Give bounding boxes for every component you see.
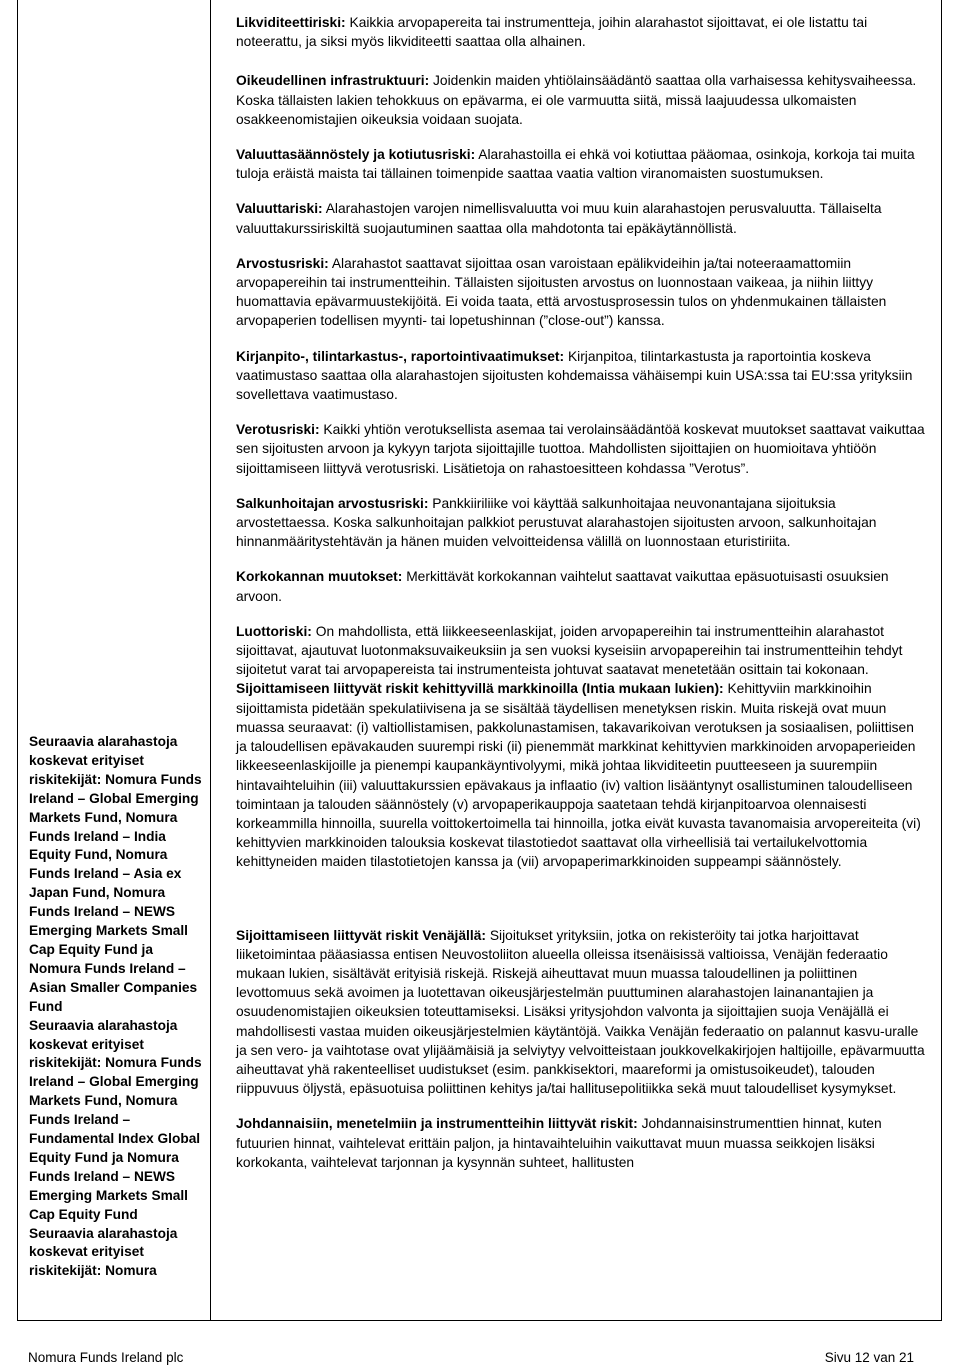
paragraph-luottoriski [236, 622, 926, 680]
paragraph-venaja [236, 926, 926, 1099]
paragraph-term: Korkokannan muutokset: [236, 569, 403, 585]
paragraph-valuuttasaannostely [236, 145, 926, 183]
paragraph-term: Valuuttariski: [236, 201, 323, 217]
sidebar-block: Seuraavia alarahastoja koskevat erityiset riskitekijät: Nomura Funds Ireland – Global Emerging Markets Fund, Nomura Funds Ireland – India Equity Fund, Nomura Funds Ireland – Asia ex Japan Fund, Nomura Funds Ireland – NEWS Emerging Markets Small Cap Equity Fund ja Nomura Funds Ireland – Asian Smaller Companies Fund [29, 734, 202, 1014]
footer-company: Nomura Funds Ireland plc [28, 1350, 184, 1365]
paragraph-text: Joidenkin maiden yhtiölainsäädäntö saattaa olla varhaisessa kehitysvaiheessa. Koska tällaisten lakien tehokkuus on epävarma, ei ole varmuutta siitä, missä laajuudessa ulkomaisten osakkeenomistajien oikeuksia voidaan suojata. [236, 73, 917, 127]
paragraph-term: Salkunhoitajan arvostusriski: [236, 495, 429, 511]
paragraph-verotusriski [236, 420, 926, 478]
paragraph-salkunhoitaja [236, 494, 926, 552]
paragraph-term: Valuuttasäännöstely ja kotiutusriski: [236, 147, 476, 163]
paragraph-arvostusriski [236, 254, 926, 331]
paragraph-term: Johdannaisiin, menetelmiin ja instrumentteihin liittyvät riskit: [236, 1116, 638, 1132]
sidebar-block: Seuraavia alarahastoja koskevat erityiset riskitekijät: Nomura Funds Ireland – Global Emerging Markets Fund, Nomura Funds Ireland – Fundamental Index Global Equity Fund ja Nomura Funds Ireland – NEWS Emerging Markets Small Cap Equity Fund [29, 1017, 202, 1222]
sidebar [29, 733, 207, 1281]
paragraph-text: Merkittävät korkokannan vaihtelut saattavat vaikuttaa epäsuotuisasti osuuksien arvoon. [236, 569, 889, 604]
paragraph-term: Sijoittamiseen liittyvät riskit kehittyvillä markkinoilla (Intia mukaan lukien): [236, 681, 724, 697]
paragraph-likviditeettiriski [236, 13, 926, 51]
paragraph-term: Sijoittamiseen liittyvät riskit Venäjällä: [236, 927, 486, 943]
paragraph-valuuttariski [236, 199, 926, 237]
footer-page-number: Sivu 12 van 21 [824, 1350, 914, 1365]
paragraph-text: Alarahastoilla ei ehkä voi kotiuttaa pääomaa, osinkoja, korkoja tai muita tuloja eräistä maista tai tällainen toimenpide saattaa vaatia valtion viranomaisten suostumuksen. [236, 147, 915, 182]
paragraph-text: Alarahastojen varojen nimellisvaluutta voi muu kuin alarahastojen perusvaluutta. Tällaiselta valuuttakurssiriskiltä suojautuminen saattaa olla mahdotonta tai epäkäytännöllistä. [236, 201, 882, 236]
paragraph-text: Kaikki yhtiön verotuksellista asemaa tai verolainsäädäntöä koskevat muutokset saattavat vaikuttaa sen sijoitusten arvoon ja kykyyn tarjota sijoittajille tuottoa. Mahdollisten sijoittajien on huomioitava yhtiöön sijoittamiseen liittyvä verotusriski. Lisätietoja on rahastoesitteen kohdassa ”Verotus”. [236, 422, 925, 476]
paragraph-text: Pankkiiriliike voi käyttää salkunhoitajaa neuvonantajana sijoituksia arvostettaessa. Koska salkunhoitajan palkkiot perustuvat alarahastojen sijoitusten arvoon, salkunhoitajan hinnanmääritystehtävän ja hänen muiden velvoitteidensa välillä on luonnostaan eturistiriita. [236, 495, 877, 550]
main-content [236, 13, 926, 1172]
paragraph-term: Luottoriski: [236, 623, 312, 639]
paragraph-text: Kehittyviin markkinoihin sijoittamista pidetään spekulatiivisena ja se sisältää täydellisen menetyksen riskin. Muita riskejä ovat muun muassa seuraavat: (i) valtiollistamisen, pakkolunastamisen, takavarikoivan verotuksen ja sosiaalisen, poliittisen ja taloudellisen epävakauden suurempi riski (ii) pienemmät markkinat kehittyvien markkinoiden arvopaperieiden likkeeseenlaskijoille ja pienempi kaupankäyntivolyymi, mikä johtaa likviditeetin puutteeseen ja suurempiin hintavaihteluihin (iii) valuuttakurssien epävakaus ja inflaatio (iv) valtion lisääntynyt osallistuminen taloudelliseen toimintaan ja talouden säännöstely (v) arvopaperikauppoja saatetaan tehdä kirjanpitoarvoa olennaisesti korkeammilla hinnoilla, suurella voittokertoimella tai hinnoilla, jotka eivät kuvasta tavanomaisia arvopereiteita (vi) kehittyvien markkinoiden talouksia koskevat tilastotiedot saattavat olla virheellisiä tai vertailukelvottomia kehittyneiden maiden tilastotietojen kanssa ja (vii) arvopaperimarkkinoiden suppeampi säännöstely. [236, 681, 921, 870]
paragraph-oikeudellinen [236, 71, 926, 129]
paragraph-term: Oikeudellinen infrastruktuuri: [236, 73, 430, 89]
sidebar-block: Seuraavia alarahastoja koskevat erityiset riskitekijät: Nomura [29, 1225, 178, 1279]
paragraph-johdannaiset [236, 1114, 926, 1172]
paragraph-text: On mahdollista, että liikkeeseenlaskijat, joiden arvopapereihin tai instrumentteihin alarahastot sijoittavat, ajautuvat luotonmaksuvaikeuksiin ja sen vuoksi kyseisiin arvopapereihin tai instrumentteihin tehdyt sijoitetut varat tai arvopapereista tai instrumenteista johtuvat saatavat menetetään osittain tai kokonaan. [236, 623, 903, 678]
paragraph-text: Sijoitukset yrityksiin, jotka on rekisteröity tai jotka harjoittavat liiketoimintaa pääasiassa entisen Neuvostoliiton alueella olleissa itsenäisissä valtioissa, Venäjän federaatio mukaan lukien, sisältävät erityisiä riskejä. Riskejä aiheuttavat muun muassa taloudellinen ja poliittinen levottomuus sekä avoimen ja luotettavan oikeusjärjestelmän puuttuminen alarahastojen lainanantajien ja osuudenomistajien oikeuksien toteuttamiseksi. Lisäksi yritysjohdon valvonta ja sijoittajien suoja Venäjällä ei mahdollisesti vastaa muiden oikeusjärjestelmien käytäntöjä. Vaikka Venäjän federaatio on palannut kasvu-uralle ja sen vero- ja vaihtotase ovat ylijäämäisiä ja selviytyy velvoitteistaan joukkovelkakirjojen haltijoille, epävarmuutta aiheuttavat yhä rakenteelliset uudistukset (esim. pankkisektori, maareformi ja omistusoikeudet), talouden riippuvuus öljystä, epäsuotuisa poliittinen kehitys ja/tai hallitusepolitiikka sekä muut taloudelliset kysymykset. [236, 927, 925, 1097]
paragraph-text: Johdannaisinstrumenttien hinnat, kuten futuurien hinnat, vaihtelevat erittäin paljon, ja hintavaihteluihin vaikuttavat muun muassa seikkojen lisäksi korkokanta, vaihtelevat tarjonnan ja kysynnän suhteet, hallitusten [236, 1116, 882, 1170]
paragraph-term: Kirjanpito-, tilintarkastus-, raportointivaatimukset: [236, 348, 565, 364]
paragraph-term: Arvostusriski: [236, 255, 329, 271]
paragraph-kehittyvat-markkinat [236, 679, 926, 871]
paragraph-kirjanpito [236, 347, 926, 405]
paragraph-text: Kirjanpitoa, tilintarkastusta ja raportointia koskeva vaatimustaso saattaa olla alarahastojen sijoitusten kohdemaissa vähäisempi kuin USA:ssa tai EU:ssa yrityksiin sovellettava vaatimustaso. [236, 348, 913, 403]
paragraph-term: Verotusriski: [236, 422, 320, 438]
column-divider [210, 0, 211, 1321]
paragraph-korkokanta [236, 567, 926, 605]
paragraph-term: Likviditeettiriski: [236, 15, 346, 30]
paragraph-text: Alarahastot saattavat sijoittaa osan varoistaan epälikvideihin ja/tai noteeraamattomiin arvopapereihin tai instrumentteihin. Tällaisten sijoitusten arvostus on luonnostaan vaikeaa, ja niihin liittyy huomattavia epävarmuustekijöitä. Ei voida taata, että arvostusprosessin tulos on yhdenmukainen tällaisten arvopaperien todellisen myynti- tai lopetushinnan (”close-out”) kanssa. [236, 255, 887, 329]
paragraph-text: Kaikkia arvopapereita tai instrumentteja, joihin alarahastot sijoittavat, ei ole listattu tai noteerattu, ja siksi myös likviditeetti saattaa olla alhainen. [236, 15, 868, 50]
